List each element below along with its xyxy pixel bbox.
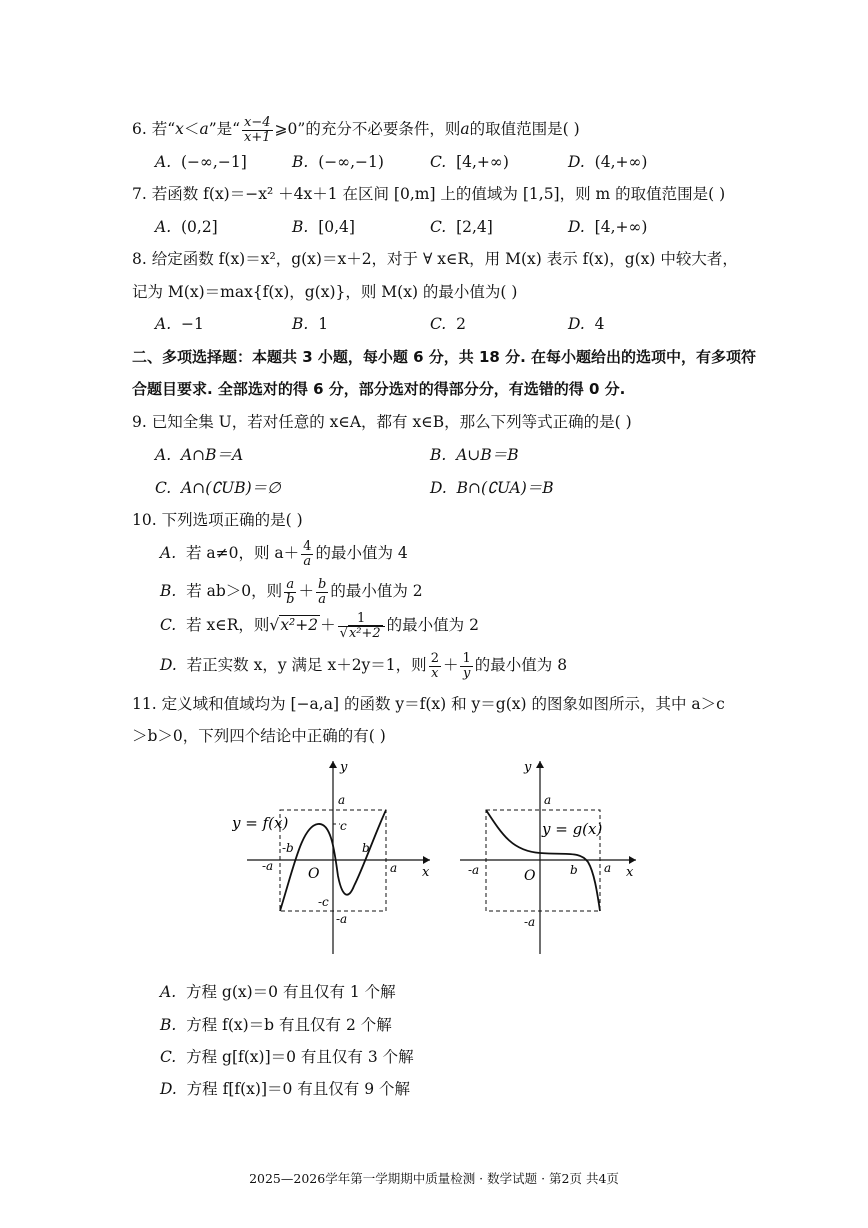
g-neg-a-bottom: -a bbox=[524, 915, 536, 929]
g-b: b bbox=[570, 863, 578, 877]
q8-option-c: C. 2 bbox=[430, 315, 466, 333]
g-origin: O bbox=[524, 868, 536, 884]
f-c: c bbox=[340, 819, 347, 833]
f-b: b bbox=[362, 841, 370, 855]
g-a-top: a bbox=[544, 793, 552, 807]
q11-option-a: A. 方程 g(x)＝0 有且仅有 1 个解 bbox=[160, 983, 396, 1001]
q8-option-d: D. 4 bbox=[568, 315, 605, 333]
q6-option-d: D. (4,+∞) bbox=[568, 153, 648, 171]
q9-option-d: D. B∩(∁UA)＝B bbox=[430, 479, 554, 497]
f-x-arrow bbox=[423, 856, 430, 864]
graph-g bbox=[458, 756, 648, 956]
f-a-right: a bbox=[390, 861, 398, 875]
q8-stem-line2: 记为 M(x)＝max{f(x)，g(x)}，则 M(x) 的最小值为( ) bbox=[132, 283, 518, 301]
f-y-arrow bbox=[329, 761, 337, 768]
q6-option-b: B. (−∞,−1) bbox=[292, 153, 384, 171]
q11-option-c: C. 方程 g[f(x)]＝0 有且仅有 3 个解 bbox=[160, 1048, 414, 1066]
q8-stem-line1: 8. 给定函数 f(x)＝x²，g(x)＝x＋2，对于 ∀ x∈R，用 M(x) 表示 f(x)，g(x) 中较大者， bbox=[132, 250, 738, 268]
f-y-label: y bbox=[340, 760, 348, 775]
section2-heading-line1: 二、多项选择题：本题共 3 小题，每小题 6 分，共 18 分. 在每小题给出的选项中，有多项符 bbox=[132, 348, 757, 366]
q9-option-b: B. A∪B＝B bbox=[430, 446, 519, 464]
f-origin: O bbox=[308, 866, 320, 882]
f-neg-a-left: -a bbox=[262, 859, 274, 873]
g-x-label: x bbox=[626, 865, 634, 880]
q6-option-c: C. [4,+∞) bbox=[430, 153, 509, 171]
f-neg-c: -c bbox=[318, 895, 329, 909]
q8-option-a: A. −1 bbox=[155, 315, 204, 333]
f-label: y = f(x) bbox=[232, 814, 289, 832]
f-neg-b: -b bbox=[282, 841, 294, 855]
q7-stem: 7. 若函数 f(x)＝−x² ＋4x＋1 在区间 [0,m] 上的值域为 [1,5]，则 m 的取值范围是( ) bbox=[132, 185, 726, 203]
q9-option-a: A. A∩B＝A bbox=[155, 446, 244, 464]
f-neg-a-bottom: -a bbox=[336, 912, 348, 926]
f-a-top: a bbox=[338, 793, 346, 807]
g-x-arrow bbox=[629, 856, 636, 864]
q7-option-d: D. [4,+∞) bbox=[568, 218, 648, 236]
q10-stem: 10. 下列选项正确的是( ) bbox=[132, 511, 303, 529]
q9-option-c: C. A∩(∁UB)＝∅ bbox=[155, 479, 281, 497]
f-x-label: x bbox=[422, 865, 430, 880]
q10-option-d: D. 若正实数 x，y 满足 x＋2y＝1，则 $\frac{2}{x}$ ＋ $\frac{1}{y}$ 的最小值为 8 bbox=[160, 651, 568, 681]
g-label: y = g(x) bbox=[542, 820, 603, 838]
q7-option-a: A. (0,2] bbox=[155, 218, 218, 236]
g-y-label: y bbox=[524, 760, 532, 775]
q11-option-b: B. 方程 f(x)＝b 有且仅有 2 个解 bbox=[160, 1016, 392, 1034]
g-a-right: a bbox=[604, 861, 612, 875]
q11-option-d: D. 方程 f[f(x)]＝0 有且仅有 9 个解 bbox=[160, 1080, 411, 1098]
g-neg-a-left: -a bbox=[468, 863, 480, 877]
g-y-arrow bbox=[536, 761, 544, 768]
section2-heading-line2: 合题目要求. 全部选对的得 6 分，部分选对的得部分分，有选错的得 0 分. bbox=[132, 380, 626, 398]
q10-option-a: A. 若 a≠0，则 a＋ $\frac{4}{a}$ 的最小值为 4 bbox=[160, 539, 408, 569]
q11-stem-line2: ＞b＞0，下列四个结论中正确的有( ) bbox=[132, 727, 386, 745]
q11-stem-line1: 11. 定义域和值域均为 [−a,a] 的函数 y＝f(x) 和 y＝g(x) 的图象如图所示，其中 a＞c bbox=[132, 695, 725, 713]
graph-f bbox=[232, 756, 432, 956]
q6-option-a: A. (−∞,−1] bbox=[155, 153, 247, 171]
q10-option-b: B. 若 ab＞0，则 $\frac{a}{b}$ ＋ $\frac{b}{a}$ 的最小值为 2 bbox=[160, 577, 423, 607]
q9-stem: 9. 已知全集 U，若对任意的 x∈A，都有 x∈B，那么下列等式正确的是( ) bbox=[132, 413, 632, 431]
q10-option-c: C. 若 x∈R，则√x²+2 ＋ $\frac{1}{\text{√x²+2}}$ 的最小值为 2 bbox=[160, 611, 479, 641]
q7-option-b: B. [0,4] bbox=[292, 218, 355, 236]
page-footer: 2025—2026学年第一学期期中质量检测 · 数学试题 · 第2页 共4页 bbox=[249, 1171, 619, 1186]
q7-option-c: C. [2,4] bbox=[430, 218, 493, 236]
q6-fraction: $\frac{x-4}{x+1}$ bbox=[244, 115, 271, 145]
q8-option-b: B. 1 bbox=[292, 315, 329, 333]
q6-stem: 6. 若“x＜a”是“ $\frac{x-4}{x+1}$ ⩾0”的充分不必要条件，则a的取值范围是( ) bbox=[132, 115, 580, 145]
